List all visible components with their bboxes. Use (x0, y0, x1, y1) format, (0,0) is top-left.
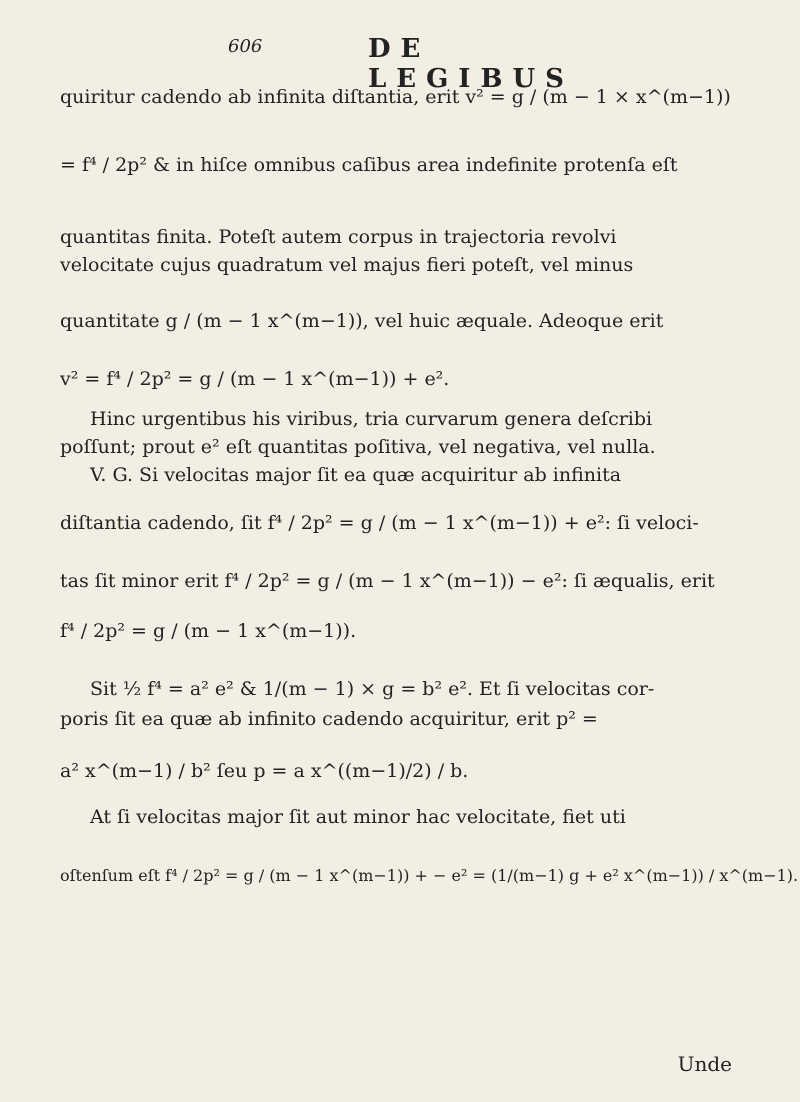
text-line-9: V. G. Si velocitas major ſit ea quæ acquiritur ab infinita (90, 464, 622, 486)
text-line-13: Sit ½ f⁴ = a² e² & 1/(m − 1) × g = b² e². Et ſi velocitas cor- (90, 678, 655, 700)
text-line-1: quiritur cadendo ab infinita diſtantia, erit v² = g / (m − 1 × x^(m−1)) (60, 86, 731, 108)
catchword: Unde (677, 1052, 732, 1076)
text-line-10: diſtantia cadendo, ſit f⁴ / 2p² = g / (m − 1 x^(m−1)) + e²: ſi veloci- (60, 512, 699, 534)
text-line-6: v² = f⁴ / 2p² = g / (m − 1 x^(m−1)) + e². (60, 368, 450, 390)
text-line-12: f⁴ / 2p² = g / (m − 1 x^(m−1)). (60, 620, 357, 642)
text-line-7: Hinc urgentibus his viribus, tria curvarum genera deſcribi (90, 408, 653, 430)
text-line-2: = f⁴ / 2p² & in hiſce omnibus caſibus area indefinite protenſa eſt (60, 154, 678, 176)
text-line-14: poris ſit ea quæ ab infinito cadendo acquiritur, erit p² = (60, 708, 598, 730)
page-number: 606 (228, 36, 263, 57)
text-line-17: oſtenſum eſt f⁴ / 2p² = g / (m − 1 x^(m−1)) + − e² = (1/(m−1) g + e² x^(m−1)) / x^(m−1). (60, 866, 799, 885)
text-line-11: tas ſit minor erit f⁴ / 2p² = g / (m − 1 x^(m−1)) − e²: ſi æqualis, erit (60, 570, 715, 592)
text-line-3: quantitas finita. Poteſt autem corpus in trajectoria revolvi (60, 226, 617, 248)
running-title: DE LEGIBUS (368, 34, 574, 94)
text-line-8: poſſunt; prout e² eſt quantitas poſitiva, vel negativa, vel nulla. (60, 436, 656, 458)
text-line-4: velocitate cujus quadratum vel majus fieri poteſt, vel minus (60, 254, 634, 276)
text-line-5: quantitate g / (m − 1 x^(m−1)), vel huic æquale. Adeoque erit (60, 310, 664, 332)
text-line-15: a² x^(m−1) / b² ſeu p = a x^((m−1)/2) / b. (60, 760, 469, 782)
text-line-16: At ſi velocitas major ſit aut minor hac velocitate, fiet uti (90, 806, 626, 828)
